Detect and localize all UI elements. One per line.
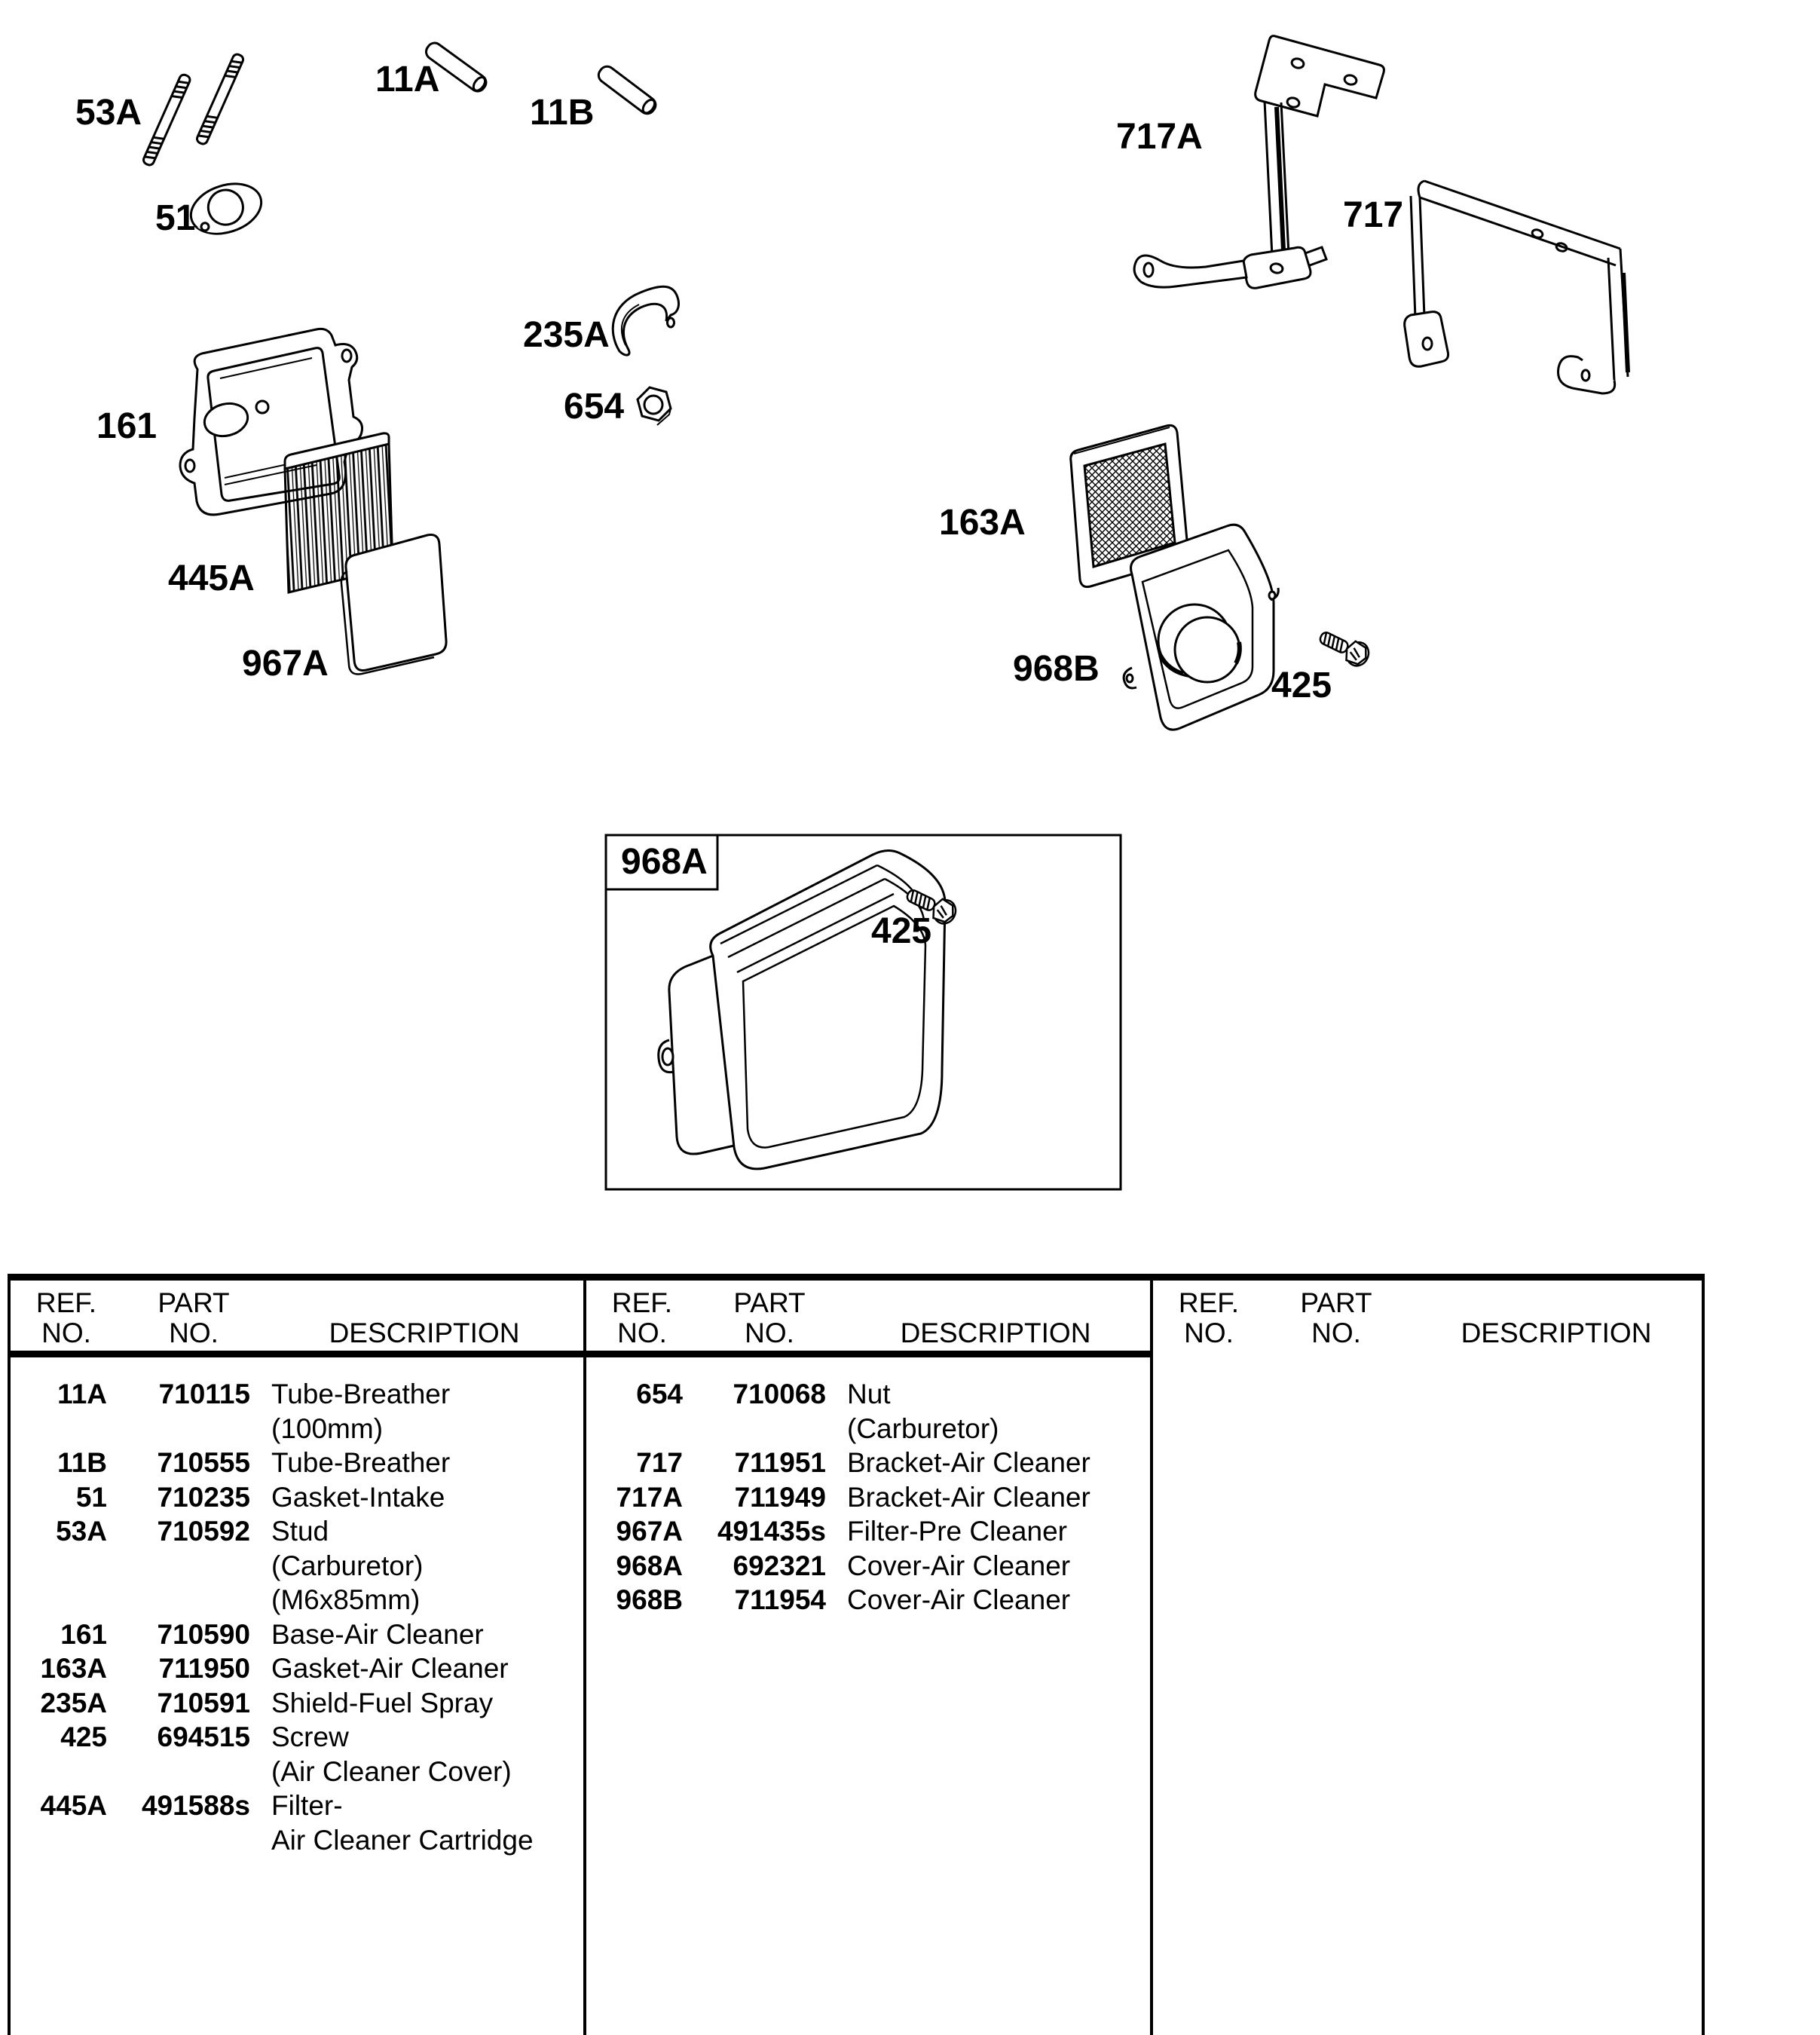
part-description: Bracket-Air Cleaner <box>847 1447 1090 1478</box>
table-row <box>586 1514 1150 1549</box>
ref-no: 968B <box>616 1584 683 1615</box>
part-description: Tube-Breather <box>271 1447 451 1478</box>
part-label-163a: 163A <box>939 503 1026 543</box>
part-description: Nut (Carburetor) <box>847 1379 999 1444</box>
part-description: Gasket-Air Cleaner <box>271 1653 509 1684</box>
part-label-967a: 967A <box>242 644 329 684</box>
part-label-968b: 968B <box>1013 649 1100 689</box>
parts-table-column-3 <box>1150 1281 1705 2035</box>
part-no: 710555 <box>157 1447 250 1478</box>
part-label-425-lower: 425 <box>871 911 932 951</box>
shield-235a-drawing <box>613 286 678 355</box>
table-row <box>586 1583 1150 1617</box>
part-description: Filter- Air Cleaner Cartridge <box>271 1790 534 1856</box>
table-row <box>11 1514 583 1617</box>
part-no: 710591 <box>157 1687 250 1718</box>
part-description: Bracket-Air Cleaner <box>847 1481 1090 1513</box>
table-row <box>11 1686 583 1721</box>
ref-no: 445A <box>40 1790 107 1821</box>
ref-no: 654 <box>636 1379 683 1409</box>
part-no: 710590 <box>157 1618 250 1650</box>
table-row <box>11 1720 583 1789</box>
gasket-51-drawing <box>185 176 268 243</box>
ref-no: 51 <box>75 1481 107 1513</box>
part-no: 491435s <box>717 1516 826 1547</box>
part-no: 694515 <box>157 1721 250 1752</box>
ref-no: 11B <box>57 1447 107 1478</box>
ref-no-header: REF. NO. <box>1178 1287 1240 1348</box>
description-header: DESCRIPTION <box>1461 1317 1652 1348</box>
part-no: 692321 <box>733 1550 826 1581</box>
cover-968a-drawing <box>659 850 945 1168</box>
part-description: Cover-Air Cleaner <box>847 1550 1071 1581</box>
ref-no: 11A <box>57 1379 107 1409</box>
part-no: 711949 <box>734 1481 826 1513</box>
part-label-51: 51 <box>155 198 196 238</box>
part-no-header: PART NO. <box>733 1287 806 1348</box>
table-row <box>11 1446 583 1480</box>
table-row <box>11 1617 583 1652</box>
table-row <box>586 1377 1150 1446</box>
part-description: Shield-Fuel Spray <box>271 1687 494 1718</box>
ref-no: 968A <box>616 1550 683 1581</box>
nut-654-drawing <box>638 387 671 425</box>
parts-table <box>8 1274 1705 2035</box>
table-header <box>11 1281 583 1357</box>
part-no-header: PART NO. <box>158 1287 230 1348</box>
table-row <box>586 1549 1150 1584</box>
table-row <box>11 1480 583 1515</box>
table-row <box>11 1789 583 1857</box>
part-no: 710068 <box>733 1379 826 1409</box>
part-label-161: 161 <box>96 406 158 446</box>
part-label-654: 654 <box>564 387 625 427</box>
ref-no: 717A <box>616 1481 683 1513</box>
bracket-717-drawing <box>1405 181 1628 393</box>
part-no: 491588s <box>141 1790 250 1821</box>
table-body <box>11 1357 583 1857</box>
table-header <box>1153 1281 1705 1357</box>
part-no: 710592 <box>157 1516 250 1547</box>
table-row <box>11 1651 583 1686</box>
description-header: DESCRIPTION <box>329 1317 520 1348</box>
ref-no: 425 <box>60 1721 107 1752</box>
ref-no: 53A <box>56 1516 107 1547</box>
part-description: Cover-Air Cleaner <box>847 1584 1071 1615</box>
part-no: 710235 <box>157 1481 250 1513</box>
ref-no-header: REF. NO. <box>611 1287 673 1348</box>
stud-53a-drawing <box>142 53 245 167</box>
part-no: 710115 <box>158 1379 250 1409</box>
part-label-11b: 11B <box>530 93 595 133</box>
ref-no-header: REF. NO. <box>35 1287 97 1348</box>
screw-425-upper-drawing <box>1316 626 1372 670</box>
part-description: Stud (Carburetor) (M6x85mm) <box>271 1516 424 1615</box>
part-label-235a: 235A <box>523 315 610 355</box>
table-row <box>11 1377 583 1446</box>
ref-no: 163A <box>40 1653 107 1684</box>
part-label-425-upper: 425 <box>1271 666 1332 705</box>
part-description: Filter-Pre Cleaner <box>847 1516 1067 1547</box>
ref-no: 161 <box>60 1618 107 1650</box>
parts-table-column-2 <box>583 1281 1150 2035</box>
part-label-53a: 53A <box>75 93 142 133</box>
part-label-968a: 968A <box>621 842 708 882</box>
part-label-445a: 445A <box>168 558 255 598</box>
part-description: Screw (Air Cleaner Cover) <box>271 1721 512 1787</box>
part-label-11a: 11A <box>375 60 440 99</box>
table-body <box>586 1357 1150 1617</box>
part-description: Tube-Breather (100mm) <box>271 1379 451 1444</box>
parts-table-column-1 <box>11 1281 583 2035</box>
ref-no: 717 <box>636 1447 683 1478</box>
part-no-header: PART NO. <box>1300 1287 1372 1348</box>
tube-11b-drawing <box>595 63 659 117</box>
cover-968b-drawing <box>1124 525 1278 730</box>
table-row <box>586 1480 1150 1515</box>
ref-no: 967A <box>616 1516 683 1547</box>
description-header: DESCRIPTION <box>900 1317 1091 1348</box>
part-label-717a: 717A <box>1116 117 1203 157</box>
part-no: 711954 <box>734 1584 826 1615</box>
part-description: Base-Air Cleaner <box>271 1618 484 1650</box>
bracket-717a-drawing <box>1134 36 1384 289</box>
table-row <box>586 1446 1150 1480</box>
table-header <box>586 1281 1150 1357</box>
part-no: 711951 <box>734 1447 826 1478</box>
part-no: 711950 <box>158 1653 250 1684</box>
precleaner-967a-drawing <box>341 535 446 675</box>
table-body <box>1153 1357 1705 1377</box>
part-label-717: 717 <box>1343 195 1404 235</box>
part-description: Gasket-Intake <box>271 1481 445 1513</box>
ref-no: 235A <box>40 1687 107 1718</box>
